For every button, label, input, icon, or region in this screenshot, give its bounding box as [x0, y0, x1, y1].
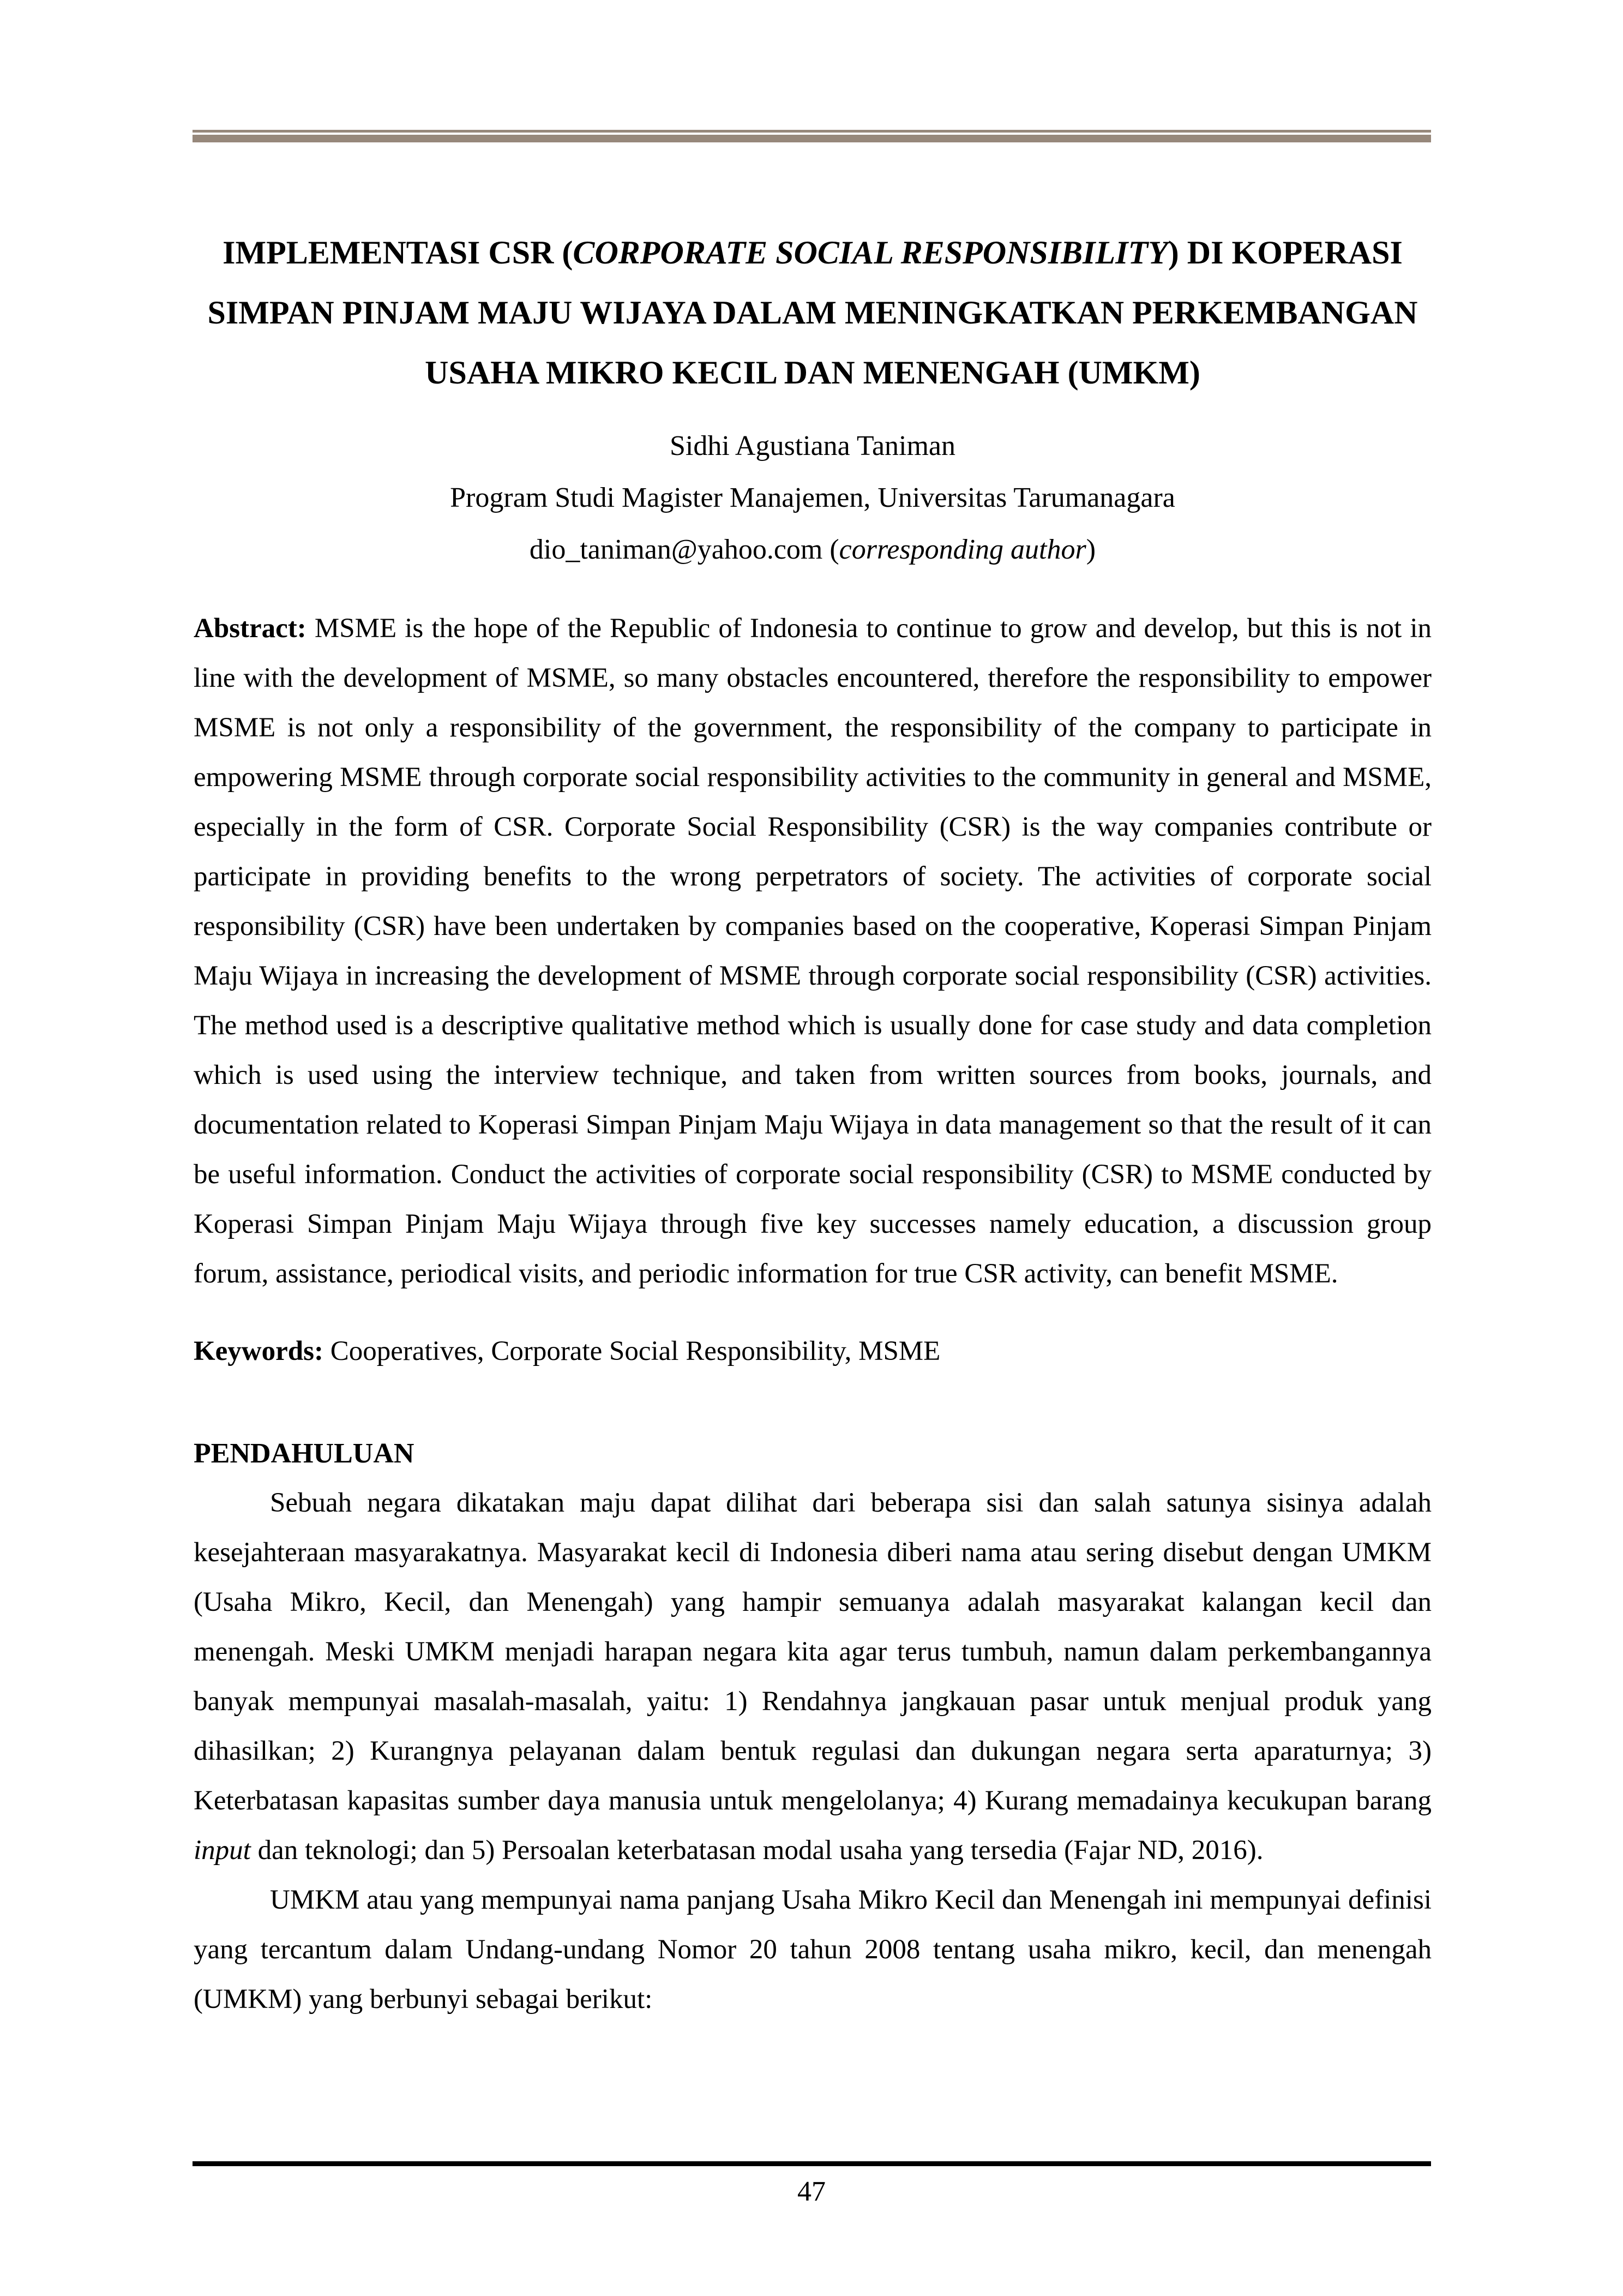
intro-paragraph-2: UMKM atau yang mempunyai nama panjang Usaha Mikro Kecil dan Menengah ini mempunyai definisi yang tercantum dalam Undang-undang Nomor 20 tahun 2008 tentang usaha mikro, kecil, dan menengah (UMKM) yang berbunyi sebagai berikut:	[194, 1885, 1432, 2015]
author-email: dio_taniman@yahoo.com (	[529, 534, 839, 565]
abstract-paragraph	[194, 604, 1432, 1299]
author-email-line	[194, 524, 1432, 576]
section-heading-pendahuluan: PENDAHULUAN	[194, 1438, 414, 1469]
keywords-line	[194, 1327, 1432, 1376]
intro-paragraph-1	[194, 1478, 1432, 1875]
title-text-start: IMPLEMENTASI CSR (	[223, 235, 573, 271]
intro-paragraph-1-italic: input	[194, 1835, 251, 1866]
author-name: Sidhi Agustiana Taniman	[669, 430, 956, 461]
title-text-end: ) DI KOPERASI SIMPAN PINJAM MAJU WIJAYA DALAM MENINGKATKAN PERKEMBANGAN USAHA MIKRO KECIL DAN MENENGAH (UMKM)	[207, 235, 1418, 391]
abstract-text: MSME is the hope of the Republic of Indonesia to continue to grow and develop, but this is not in line with the development of MSME, so many obstacles encountered, therefore the responsibility to empower MSME is not only a responsibility of the government, the responsibility of the company to participate in empowering MSME through corporate social responsibility activities to the community in general and MSME, especially in the form of CSR. Corporate Social Responsibility (CSR) is the way companies contribute or participate in providing benefits to the wrong perpetrators of society. The activities of corporate social responsibility (CSR) have been undertaken by companies based on the cooperative, Koperasi Simpan Pinjam Maju Wijaya in increasing the development of MSME through corporate social responsibility (CSR) activities. The method used is a descriptive qualitative method which is usually done for case study and data completion which is used using the interview technique, and taken from written sources from books, journals, and documentation related to Koperasi Simpan Pinjam Maju Wijaya in data management so that the result of it can be useful information. Conduct the activities of corporate social responsibility (CSR) to MSME conducted by Koperasi Simpan Pinjam Maju Wijaya through five key successes namely education, a discussion group forum, assistance, periodical visits, and periodic information for true CSR activity, can benefit MSME.	[194, 613, 1432, 1289]
intro-paragraph-1-start: Sebuah negara dikatakan maju dapat dilihat dari beberapa sisi dan salah satunya sisinya adalah kesejahteraan masyarakatnya. Masyarakat kecil di Indonesia diberi nama atau sering disebut dengan UMKM (Usaha Mikro, Kecil, dan Menengah) yang hampir semuanya adalah masyarakat kalangan kecil dan menengah. Meski UMKM menjadi harapan negara kita agar terus tumbuh, namun dalam perkembangannya banyak mempunyai masalah-masalah, yaitu: 1) Rendahnya jangkauan pasar untuk menjual produk yang dihasilkan; 2) Kurangnya pelayanan dalam bentuk regulasi dan dukungan negara serta aparaturnya; 3) Keterbatasan kapasitas sumber daya manusia untuk mengelolanya; 4) Kurang memadainya kecukupan barang	[194, 1488, 1432, 1816]
author-block	[194, 420, 1432, 576]
page-content	[194, 0, 1432, 2024]
title-text-italic: CORPORATE SOCIAL RESPONSIBILITY	[573, 235, 1168, 271]
keywords-text: Cooperatives, Corporate Social Responsibility, MSME	[323, 1336, 941, 1366]
keywords-label: Keywords:	[194, 1336, 323, 1366]
footer-rule	[193, 2161, 1431, 2166]
page-number: 47	[797, 2176, 826, 2207]
author-email-close-paren: )	[1086, 534, 1096, 565]
intro-paragraph-1-end: dan teknologi; dan 5) Persoalan keterbatasan modal usaha yang tersedia (Fajar ND, 2016).	[250, 1835, 1264, 1866]
page-title	[194, 223, 1432, 403]
abstract-label: Abstract:	[194, 613, 306, 644]
corresponding-author-note: corresponding author	[839, 534, 1086, 565]
author-affiliation: Program Studi Magister Manajemen, Universitas Tarumanagara	[450, 482, 1175, 513]
